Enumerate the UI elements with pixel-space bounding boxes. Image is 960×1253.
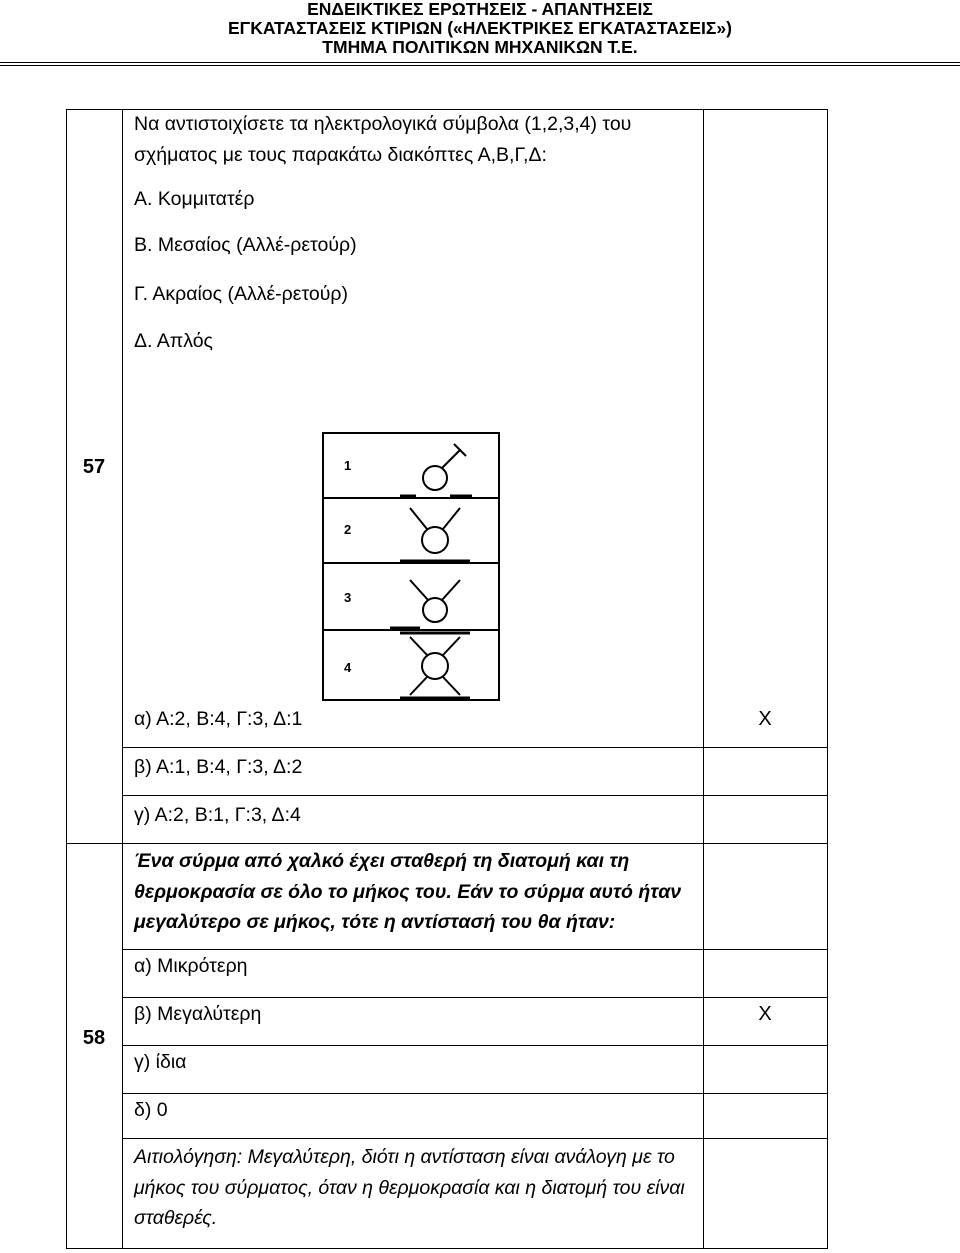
- q57-answer-mark: X: [758, 708, 772, 730]
- row-divider: [122, 795, 828, 796]
- question-57-prompt-line-1: Να αντιστοιχίσετε τα ηλεκτρολογικά σύμβολα (1,2,3,4) του: [134, 113, 632, 135]
- question-number-57: 57: [82, 456, 106, 478]
- header-line-2: ΕΓΚΑΤΑΣΤΑΣΕΙΣ ΚΤΙΡΙΩΝ («ΗΛΕΚΤΡΙΚΕΣ ΕΓΚΑΤΑΣΤΑΣΕΙΣ»): [228, 18, 732, 38]
- row-divider: [122, 1093, 828, 1094]
- q57-option-c[interactable]: γ) Α:2, Β:1, Γ:3, Δ:4: [134, 804, 301, 826]
- switch-symbols-diagram: [320, 430, 502, 702]
- table-border-right: [827, 109, 828, 1249]
- question-58-prompt-line-3: μεγαλύτερο σε μήκος, τότε η αντίστασή του θα ήταν:: [134, 911, 616, 933]
- item-c: Γ. Ακραίος (Αλλέ-ρετούρ): [134, 283, 348, 305]
- table-border-left: [66, 109, 67, 1249]
- diagram-label-3: 3: [344, 590, 352, 605]
- justification-line-3: σταθερές.: [134, 1207, 218, 1229]
- row-divider: [122, 747, 828, 748]
- question-58-prompt: [134, 846, 681, 938]
- simple-switch-icon: [423, 444, 466, 490]
- justification-line-2: μήκος του σύρματος, όταν η θερμοκρασία και η διατομή του είναι: [134, 1176, 685, 1199]
- item-d: Δ. Απλός: [134, 330, 213, 352]
- header-line-1: ΕΝΔΕΙΚΤΙΚΕΣ ΕΡΩΤΗΣΕΙΣ - ΑΠΑΝΤΗΣΕΙΣ: [307, 0, 653, 19]
- diagram-label-1: 1: [344, 458, 352, 473]
- diagram-label-2: 2: [344, 522, 352, 537]
- item-b: Β. Μεσαίος (Αλλέ-ρετούρ): [134, 234, 357, 256]
- question-divider: [66, 843, 828, 844]
- header-line-3: ΤΜΗΜΑ ΠΟΛΙΤΙΚΩΝ ΜΗΧΑΝΙΚΩΝ Τ.Ε.: [322, 37, 638, 57]
- q58-option-d[interactable]: δ) 0: [134, 1099, 168, 1121]
- q57-option-a[interactable]: α) Α:2, Β:4, Γ:3, Δ:1: [134, 708, 303, 730]
- document-header: [0, 0, 960, 57]
- row-divider: [122, 949, 828, 950]
- header-rule-thin: [0, 65, 960, 66]
- table-divider-answer: [703, 109, 704, 1249]
- q58-answer-mark: X: [758, 1003, 772, 1025]
- question-58-prompt-line-1: Ένα σύρμα από χαλκό έχει σταθερή τη διατομή και τη: [134, 850, 630, 872]
- two-way-switch-icon: [390, 561, 470, 628]
- question-57-prompt-line-2: σχήματος με τους παρακάτω διακόπτες Α,Β,Γ,Δ:: [134, 144, 547, 166]
- row-divider: [122, 997, 828, 998]
- row-divider: [122, 1138, 828, 1139]
- row-divider: [122, 1045, 828, 1046]
- q58-option-b[interactable]: β) Μεγαλύτερη: [134, 1003, 262, 1025]
- q58-option-a[interactable]: α) Μικρότερη: [134, 955, 248, 977]
- table-divider-number: [122, 109, 123, 1249]
- item-a: Α. Κομμιτατέρ: [134, 188, 255, 210]
- q58-option-c[interactable]: γ) ίδια: [134, 1051, 187, 1073]
- question-58-justification: [134, 1142, 685, 1234]
- header-rule: [0, 62, 960, 63]
- intermediate-switch-icon: [400, 496, 472, 553]
- table-border-bottom: [66, 1248, 828, 1249]
- table-border-top: [66, 109, 828, 110]
- cross-switch-icon: [400, 633, 470, 698]
- justification-line-1: Αιτιολόγηση: Μεγαλύτερη, διότι η αντίσταση είναι ανάλογη με το: [134, 1146, 675, 1168]
- question-58-prompt-line-2: θερμοκρασία σε όλο το μήκος του. Εάν το σύρμα αυτό ήταν: [134, 880, 682, 903]
- diagram-label-4: 4: [344, 660, 352, 675]
- q57-option-b[interactable]: β) Α:1, Β:4, Γ:3, Δ:2: [134, 756, 303, 778]
- question-number-58: 58: [82, 1027, 106, 1049]
